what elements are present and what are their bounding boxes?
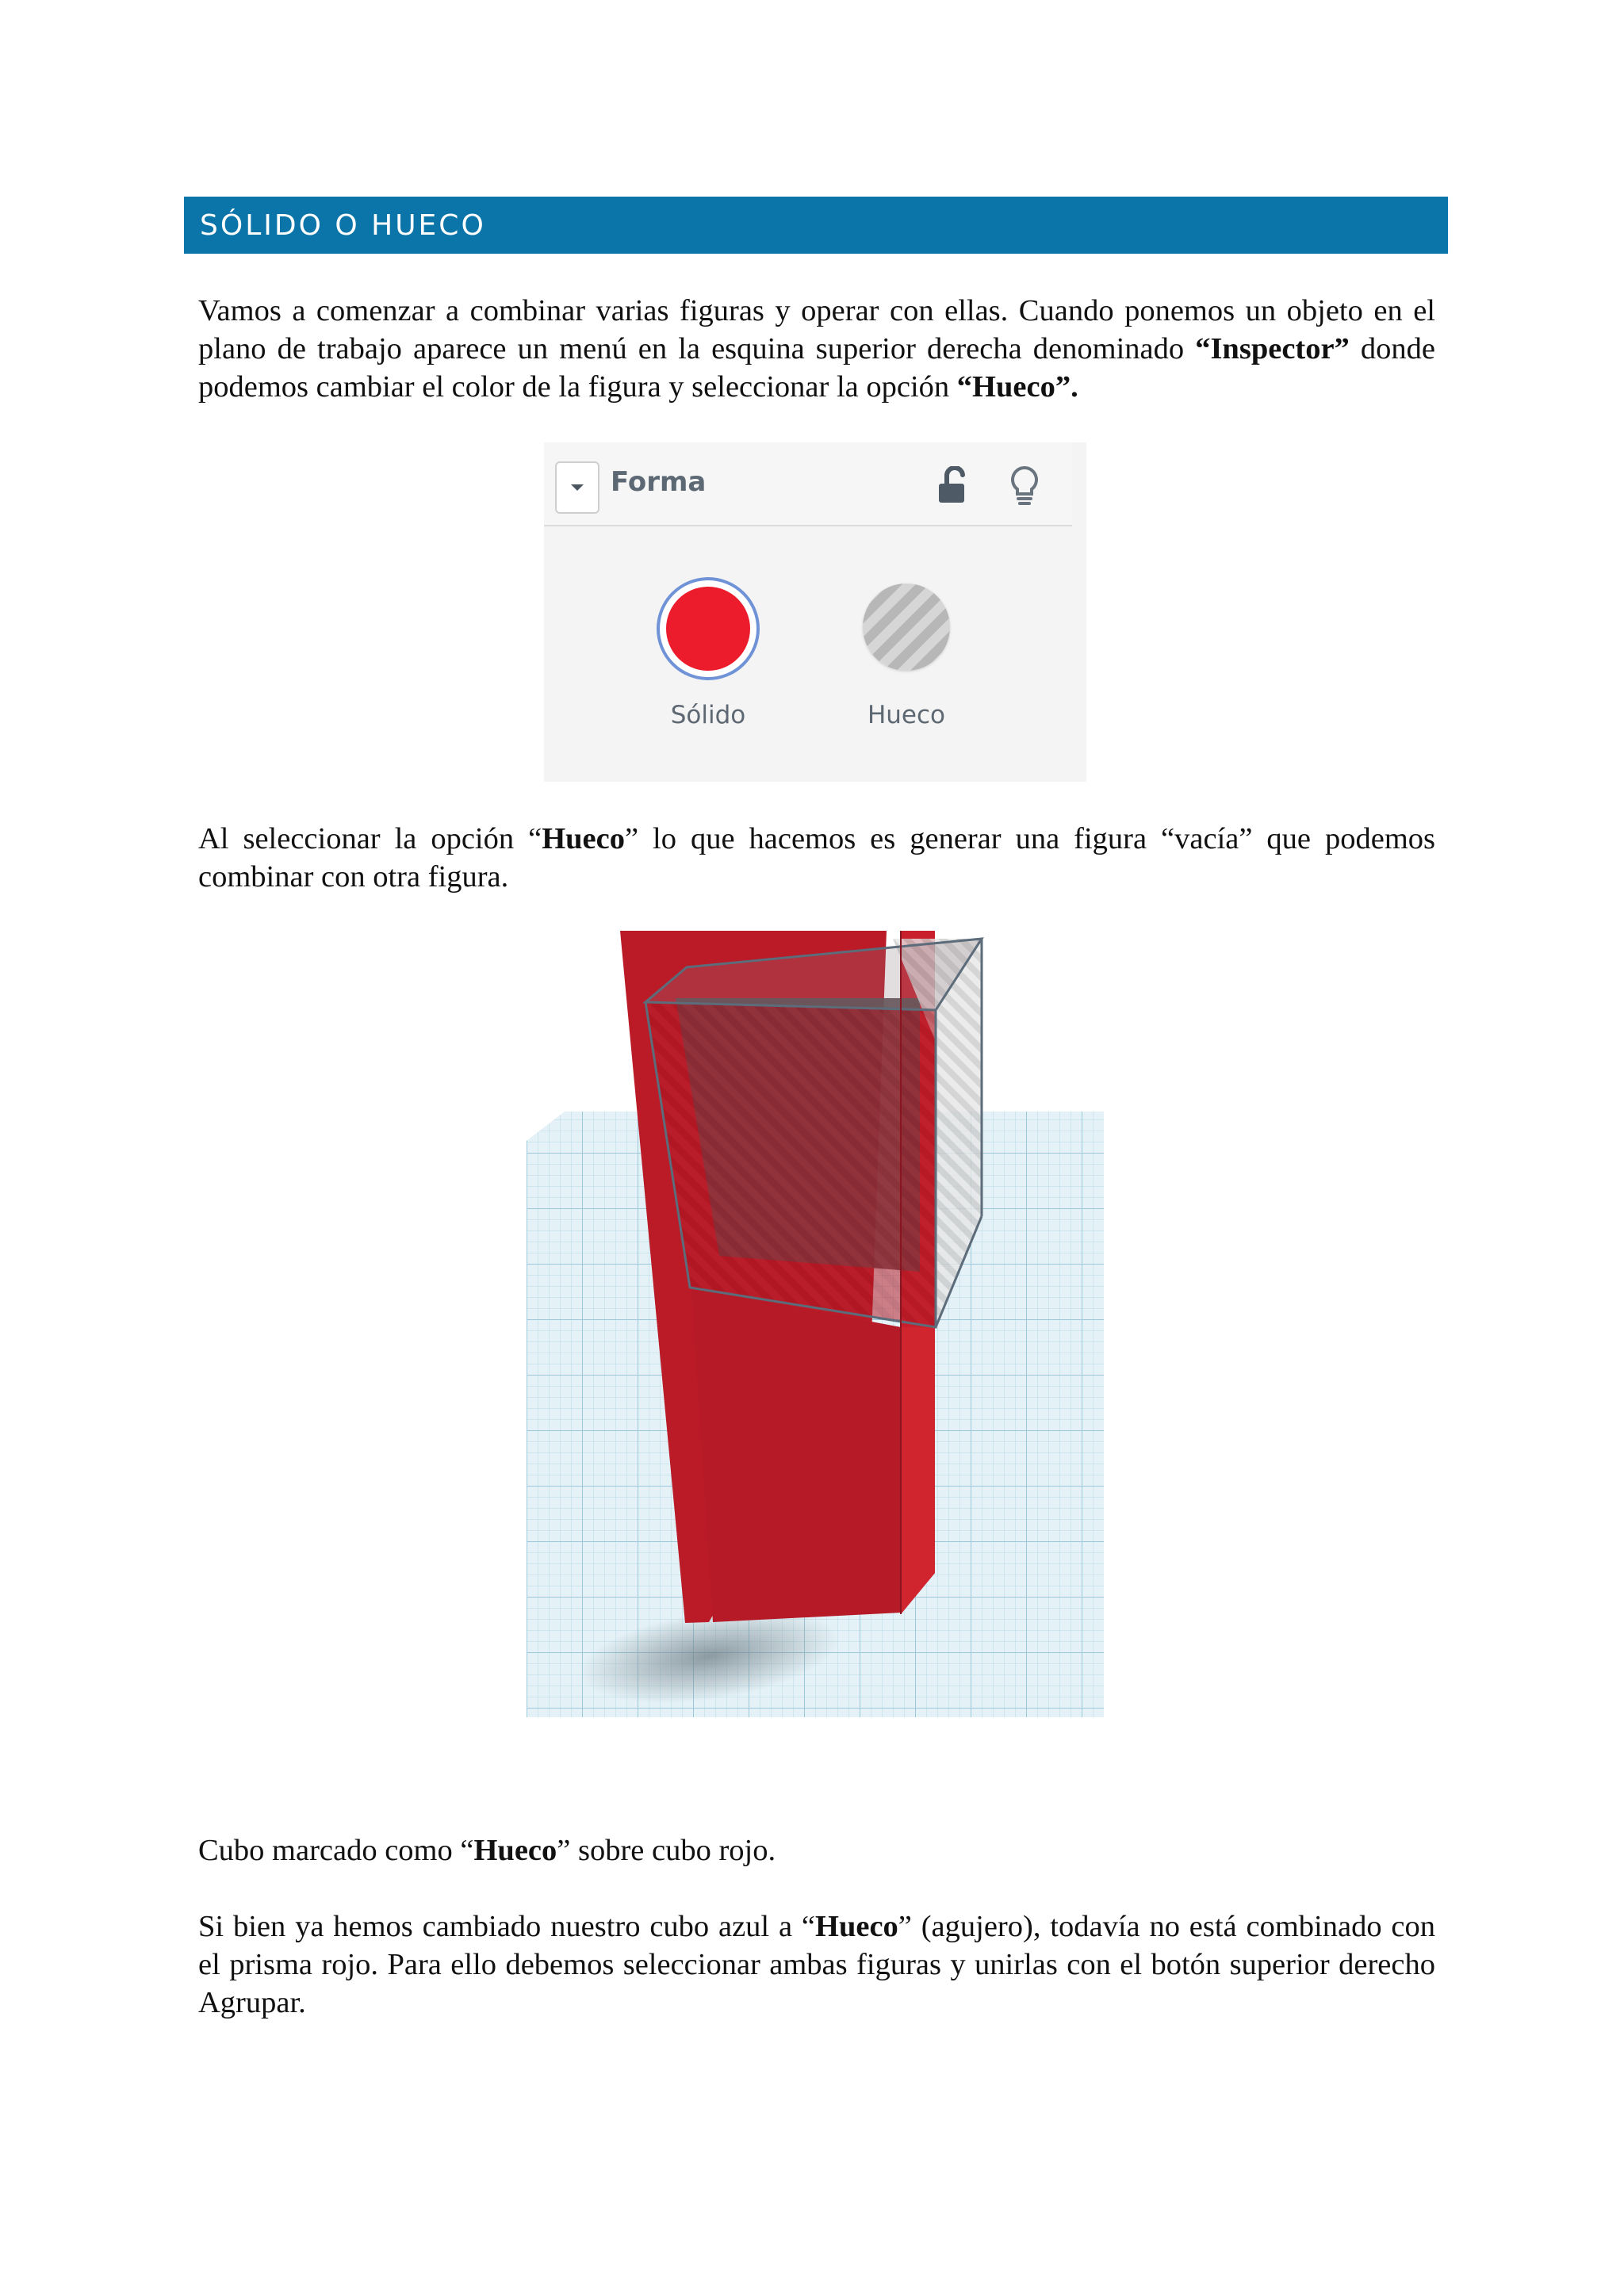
inspector-header — [544, 442, 1072, 526]
intro-paragraph — [198, 292, 1435, 406]
red-prism-front-face — [691, 1288, 901, 1622]
solid-label: Sólido — [670, 701, 746, 729]
solid-option[interactable] — [657, 577, 760, 680]
text-run: ” lo que hacemos es generar una figura “vacía” que podemos combinar con otra figura. — [198, 822, 1435, 894]
section-title: SÓLIDO O HUECO — [200, 209, 486, 242]
bold-run: Hueco — [815, 1910, 898, 1943]
section-header — [184, 197, 1448, 254]
lock-open-icon[interactable] — [936, 466, 971, 506]
text-run: ” sobre cubo rojo. — [557, 1834, 776, 1867]
hole-cube-scene-image — [527, 931, 1104, 1717]
text-run: donde podemos cambiar el color de la figura y seleccionar la opción — [198, 332, 1435, 404]
text-run: Vamos a comenzar a combinar varias figuras y operar con ellas. Cuando ponemos un objeto en el plano de trabajo aparece un menú en la esquina superior derecha denominado — [198, 294, 1435, 365]
inspector-panel-image — [544, 442, 1086, 782]
text-run: Si bien ya hemos cambiado nuestro cubo azul a “ — [198, 1910, 815, 1943]
text-run: Al seleccionar la opción “ — [198, 822, 542, 855]
bold-run: “Inspector” — [1195, 332, 1350, 365]
text-run: ” (agujero), todavía no está combinado con el prisma rojo. Para ello debemos seleccionar ambas figuras y unirlas con el botón superior derecho Agrupar. — [198, 1910, 1435, 2019]
chevron-down-icon — [569, 482, 585, 493]
hole-label: Hueco — [867, 701, 946, 729]
hole-option[interactable] — [863, 584, 950, 671]
hole-explanation-paragraph — [198, 820, 1435, 896]
solid-color-swatch — [666, 587, 750, 671]
lightbulb-icon[interactable] — [1009, 465, 1040, 507]
text-run: Cubo marcado como “ — [198, 1834, 474, 1867]
bold-run: Hueco — [473, 1834, 557, 1867]
caption-paragraph — [198, 1831, 1435, 1869]
bold-run: Hueco — [542, 822, 625, 855]
bold-run: “Hueco”. — [956, 370, 1078, 404]
inspector-dropdown-button[interactable] — [555, 461, 599, 514]
red-prism-edge — [901, 1327, 935, 1614]
inspector-title: Forma — [611, 466, 707, 498]
group-explanation-paragraph — [198, 1908, 1435, 2022]
